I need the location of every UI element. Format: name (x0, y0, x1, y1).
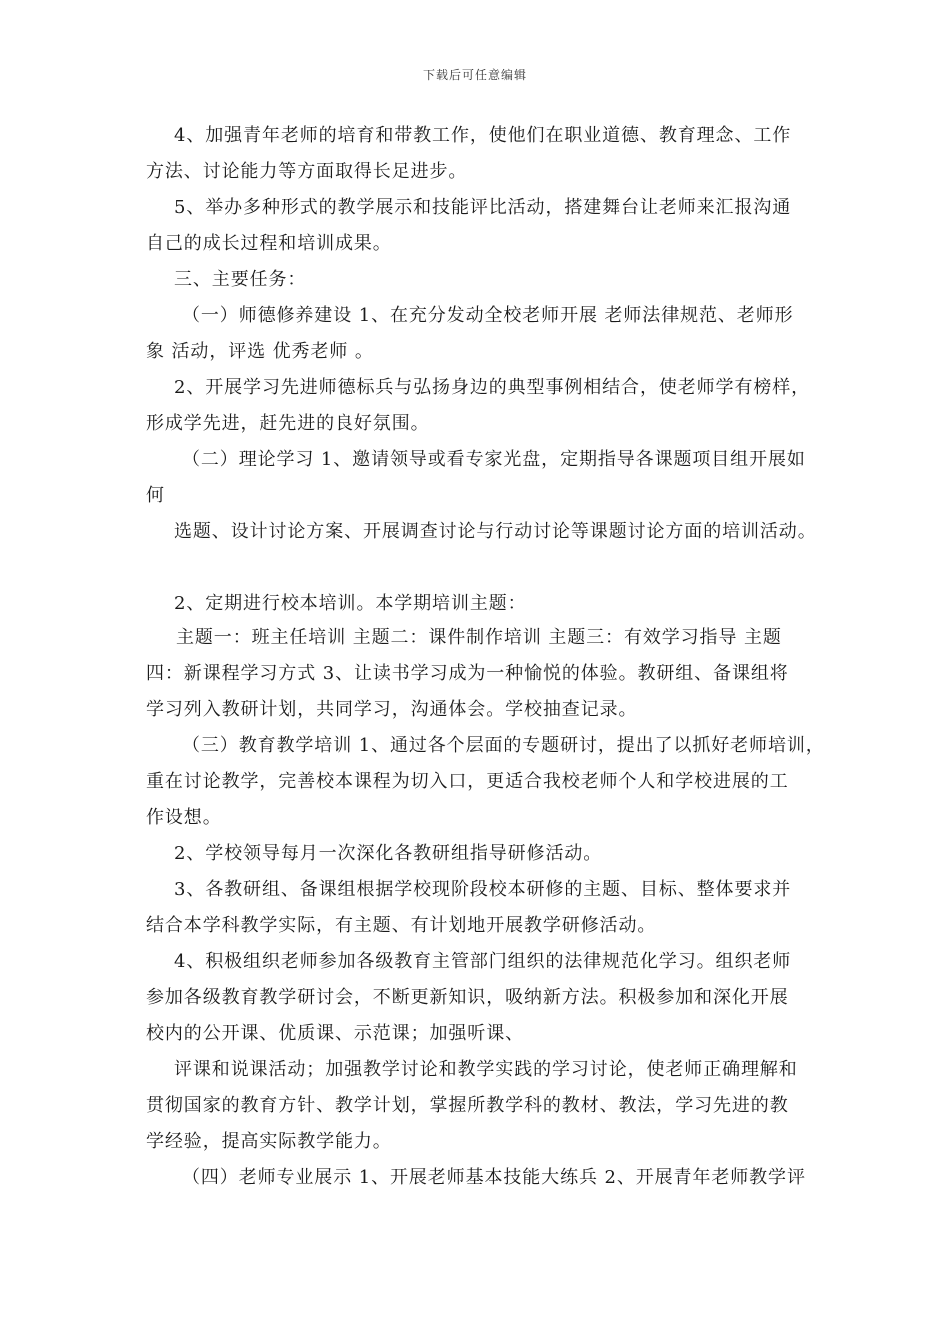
paragraph-line: （三）教育教学培训 1、通过各个层面的专题研讨，提出了以抓好老师培训， (182, 735, 825, 756)
paragraph-line: 结合本学科教学实际，有主题、有计划地开展教学研修活动。 (146, 915, 657, 936)
paragraph-line: 评课和说课活动；加强教学讨论和教学实践的学习讨论，使老师正确理解和 (174, 1059, 798, 1080)
paragraph-line: 4、加强青年老师的培育和带教工作，使他们在职业道德、教育理念、工作 (174, 125, 792, 146)
paragraph-line: 重在讨论教学，完善校本课程为切入口，更适合我校老师个人和学校进展的工 (146, 771, 789, 792)
paragraph-line: 何 (146, 485, 165, 506)
paragraph-line: 学习列入教研计划，共同学习，沟通体会。学校抽查记录。 (146, 699, 638, 720)
paragraph-line: （四）老师专业展示 1、开展老师基本技能大练兵 2、开展青年老师教学评 (182, 1167, 806, 1188)
paragraph-line: 贯彻国家的教育方针、教学计划，掌握所教学科的教材、教法，学习先进的教 (146, 1095, 789, 1116)
paragraph-line: 形成学先进，赶先进的良好氛围。 (146, 413, 430, 434)
paragraph-line: 方法、讨论能力等方面取得长足进步。 (146, 161, 468, 182)
page-header: 下载后可任意编辑 (422, 68, 527, 82)
paragraph-line: 作设想。 (146, 807, 222, 828)
paragraph-line: （一）师德修养建设 1、在充分发动全校老师开展 老师法律规范、老师形 (182, 305, 794, 326)
paragraph-line: 2、开展学习先进师德标兵与弘扬身边的典型事例相结合，使老师学有榜样， (174, 377, 811, 398)
paragraph-line: 4、积极组织老师参加各级教育主管部门组织的法律规范化学习。组织老师 (174, 951, 792, 972)
paragraph-line: 校内的公开课、优质课、示范课；加强听课、 (146, 1023, 524, 1044)
paragraph-line: （二）理论学习 1、邀请领导或看专家光盘，定期指导各课题项目组开展如 (182, 449, 806, 470)
paragraph-line: 2、定期进行校本培训。本学期培训主题： (174, 593, 527, 614)
paragraph-line: 学经验，提高实际教学能力。 (146, 1131, 392, 1152)
paragraph-line: 自己的成长过程和培训成果。 (146, 233, 392, 254)
paragraph-line: 主题一：班主任培训 主题二：课件制作培训 主题三：有效学习指导 主题 (176, 627, 782, 648)
paragraph-line: 选题、设计讨论方案、开展调查讨论与行动讨论等课题讨论方面的培训活动。 (174, 521, 817, 542)
paragraph-line: 象 活动，评选 优秀老师 。 (146, 341, 374, 362)
paragraph-line: 3、各教研组、备课组根据学校现阶段校本研修的主题、目标、整体要求并 (174, 879, 792, 900)
section-heading: 三、主要任务： (174, 269, 307, 290)
paragraph-line: 2、学校领导每月一次深化各教研组指导研修活动。 (174, 843, 603, 864)
paragraph-line: 四：新课程学习方式 3、让读书学习成为一种愉悦的体验。教研组、备课组将 (146, 663, 789, 684)
paragraph-line: 参加各级教育教学研讨会，不断更新知识，吸纳新方法。积极参加和深化开展 (146, 987, 789, 1008)
paragraph-line: 5、举办多种形式的教学展示和技能评比活动，搭建舞台让老师来汇报沟通 (174, 197, 792, 218)
